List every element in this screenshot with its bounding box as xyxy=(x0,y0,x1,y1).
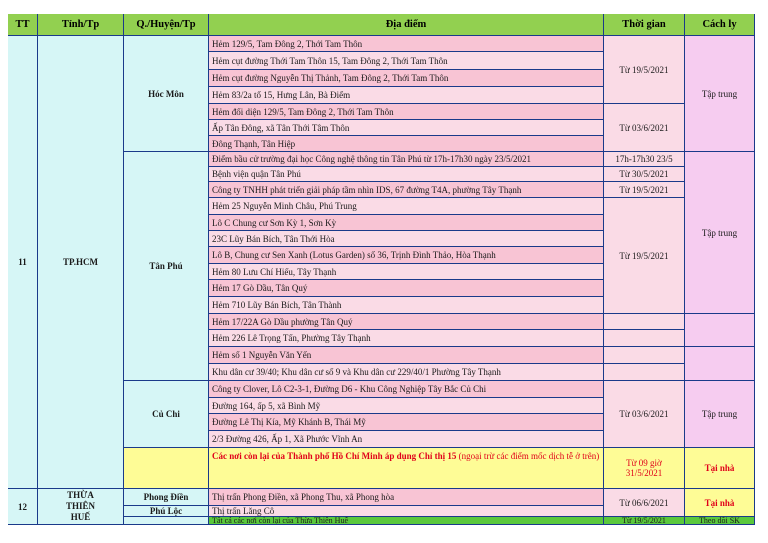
table-row: Hẻm cụt đường Thới Tam Thôn 15, Tam Đông 2, Thới Tam Thôn xyxy=(209,52,604,70)
table-row: Hẻm 25 Nguyễn Minh Châu, Phú Trung xyxy=(209,198,604,215)
table-row: Công ty Clover, Lô C2-3-1, Đường D6 - Khu Công Nghiệp Tây Bắc Củ Chi xyxy=(209,381,604,398)
time-cell-tan-phu-main: Từ 19/5/2021 xyxy=(604,198,685,314)
time-cell-hoc-mon-1: Từ 19/5/2021 xyxy=(604,36,685,104)
quarantine-cell-empty xyxy=(685,347,755,381)
quarantine-cell-hoc-mon: Tập trung xyxy=(685,36,755,152)
table-row: Hẻm 17/22A Gò Dầu phường Tân Quý xyxy=(209,314,604,330)
table-row: Đường 164, ấp 5, xã Bình Mỹ xyxy=(209,398,604,414)
table-row: Hẻm cụt đường Nguyễn Thị Thảnh, Tam Đông 2, Thới Tam Thôn xyxy=(209,70,604,87)
time-cell-cu-chi: Từ 03/6/2021 xyxy=(604,381,685,448)
district-cell-phong-dien: Phong Điền xyxy=(124,489,209,506)
table-row: Bệnh viện quận Tân Phú xyxy=(209,167,604,182)
district-cell-tth-remaining xyxy=(124,517,209,525)
time-cell-tth: Từ 06/6/2021 xyxy=(604,489,685,517)
table-row: Hẻm 80 Lưu Chí Hiếu, Tây Thạnh xyxy=(209,264,604,280)
table-row: Điểm bầu cử trường đại học Công nghệ thông tin Tân Phú từ 17h-17h30 ngày 23/5/2021 xyxy=(209,152,604,167)
table-row: 2/3 Đường 426, Ấp 1, Xã Phước Vĩnh An xyxy=(209,431,604,448)
time-cell-tan-phu-a: 17h-17h30 23/5 xyxy=(604,152,685,167)
table-row: Thị trấn Lăng Cô xyxy=(209,506,604,517)
time-cell-hcm-remaining: Từ 09 giờ 31/5/2021 xyxy=(604,448,685,489)
time-cell-empty xyxy=(604,364,685,381)
quarantine-cell-empty xyxy=(685,314,755,347)
table-row: Hẻm 710 Lũy Bán Bích, Tân Thành xyxy=(209,297,604,314)
quarantine-cell-tth: Tại nhà xyxy=(685,489,755,517)
header-tinh: Tỉnh/Tp xyxy=(38,14,124,36)
quarantine-cell-hcm-remaining: Tại nhà xyxy=(685,448,755,489)
header-thoi-gian: Thời gian xyxy=(604,14,685,36)
time-cell-tan-phu-c: Từ 19/5/2021 xyxy=(604,182,685,198)
table-row: Hẻm 83/2a tổ 15, Hưng Lân, Bà Điểm xyxy=(209,87,604,104)
district-cell-hoc-mon: Hóc Môn xyxy=(124,36,209,152)
table-row: Lô C Chung cư Sơn Kỳ 1, Sơn Kỳ xyxy=(209,215,604,231)
table-row: Hẻm đối diện 129/5, Tam Đông 2, Thới Tam Thôn xyxy=(209,104,604,120)
hcm-remaining-bold: Các nơi còn lại của Thành phố Hồ Chí Minh áp dụng Chỉ thị 15 xyxy=(212,451,457,461)
table-row: Hẻm số 1 Nguyễn Văn Yến xyxy=(209,347,604,364)
table-row: Đông Thạnh, Tân Hiệp xyxy=(209,136,604,152)
header-quan: Q./Huyện/Tp xyxy=(124,14,209,36)
quarantine-cell-tan-phu: Tập trung xyxy=(685,152,755,314)
time-cell-tth-remaining: Từ 19/5/2021 xyxy=(604,517,685,525)
quarantine-cell-cu-chi: Tập trung xyxy=(685,381,755,448)
district-cell-hcm-remaining xyxy=(124,448,209,489)
time-cell-empty xyxy=(604,314,685,330)
province-cell-hcm: TP.HCM xyxy=(38,36,124,489)
time-cell-empty xyxy=(604,330,685,347)
tt-cell-12: 12 xyxy=(8,489,38,525)
table-row: Hẻm 17 Gò Dầu, Tân Quý xyxy=(209,280,604,297)
table-row: Khu dân cư 39/40; Khu dân cư số 9 và Khu dân cư 229/40/1 Phường Tây Thạnh xyxy=(209,364,604,381)
district-cell-cu-chi: Củ Chi xyxy=(124,381,209,448)
table-row: 23C Lũy Bán Bích, Tân Thới Hòa xyxy=(209,231,604,247)
table-row: Ấp Tân Đông, xã Tân Thới Tâm Thôn xyxy=(209,120,604,136)
quarantine-table xyxy=(8,14,755,525)
time-cell-hoc-mon-2: Từ 03/6/2021 xyxy=(604,104,685,152)
table-row: Hẻm 129/5, Tam Đông 2, Thới Tam Thôn xyxy=(209,36,604,52)
header-cach-ly: Cách ly xyxy=(685,14,755,36)
table-row: Hẻm 226 Lê Trọng Tấn, Phường Tây Thạnh xyxy=(209,330,604,347)
header-dia-diem: Địa điểm xyxy=(209,14,604,36)
time-cell-tan-phu-b: Từ 30/5/2021 xyxy=(604,167,685,182)
table-row: Đường Lê Thị Kía, Mỹ Khánh B, Thái Mỹ xyxy=(209,414,604,431)
district-cell-phu-loc: Phú Lộc xyxy=(124,506,209,517)
table-row: Tất cả các nơi còn lại của Thừa Thiên Huế xyxy=(209,517,604,525)
table-row: Lô B, Chung cư Sen Xanh (Lotus Garden) số 36, Trịnh Đình Thảo, Hòa Thạnh xyxy=(209,247,604,264)
quarantine-cell-tth-remaining: Theo dõi SK xyxy=(685,517,755,525)
time-cell-empty xyxy=(604,347,685,364)
header-tt: TT xyxy=(8,14,38,36)
hcm-remaining-note xyxy=(209,448,604,489)
district-cell-tan-phu: Tân Phú xyxy=(124,152,209,381)
province-cell-tth: THỪA THIÊN HUẾ xyxy=(38,489,124,525)
table-row: Thị trấn Phong Điền, xã Phong Thu, xã Phong hòa xyxy=(209,489,604,506)
tt-cell-11: 11 xyxy=(8,36,38,489)
hcm-remaining-normal: (ngoại trừ các điểm mốc dịch tễ ở trên) xyxy=(456,451,600,461)
table-row: Công ty TNHH phát triển giải pháp tầm nhìn IDS, 67 đường T4A, phường Tây Thạnh xyxy=(209,182,604,198)
